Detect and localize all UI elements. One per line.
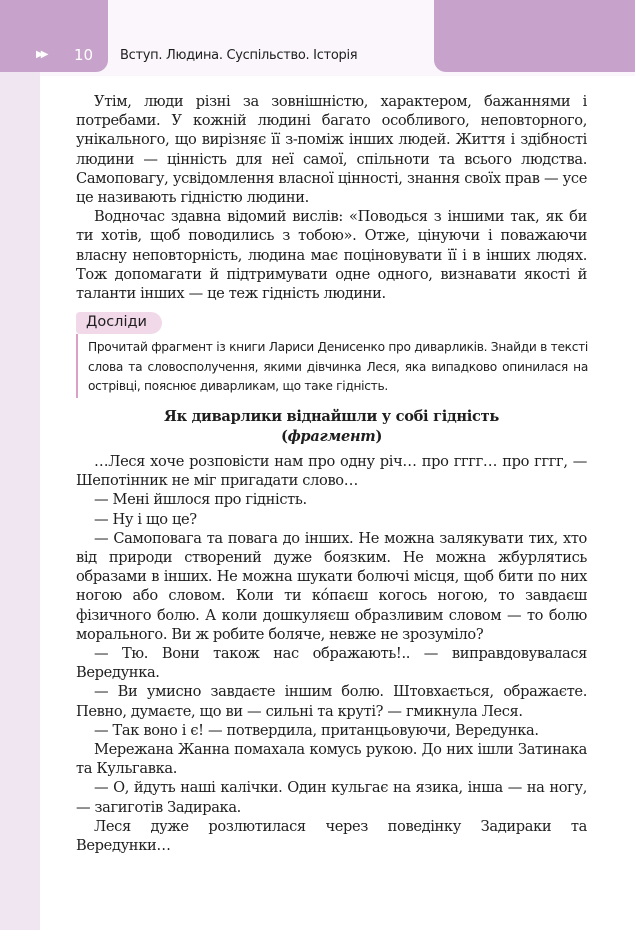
intro-paragraph: Утім, люди різні за зовнішністю, характером, бажаннями і потребами. У кожній людині багато особливого, неповторного, унікального, що вирізняє її з-поміж інших людей. Життя і здібності людини — цінність для неї самої, спільноти та всього людства. Самоповагу, усвідомлення власної цінності, знання своїх прав — усе це називають гідністю людини. (76, 93, 587, 207)
intro-text (76, 92, 587, 303)
story-paragraph: Леся дуже розлютилася через поведінку Задираки та Вередунки… (76, 817, 587, 855)
story-paragraph: — Тю. Вони також нас ображають!.. — виправдовувалася Вередунка. (76, 645, 587, 682)
section-title: Вступ. Людина. Суспільство. Історія (120, 48, 358, 63)
story-title-text: Як диварлики віднайшли у собі гідність (164, 408, 499, 425)
research-label-text: Досліди (86, 314, 147, 330)
story-paragraph: — Так воно і є! — потвердила, пританцьовуючи, Вередунка. (94, 721, 539, 739)
story-paragraph: …Леся хоче розповісти нам про одну річ… про гггг… про гггг, — Шепотінник не міг пригадати слово… (76, 453, 587, 490)
story-title (76, 407, 587, 447)
story-subtitle: (фрагмент) (280, 428, 383, 445)
story-paragraph: — Ви умисно завдаєте іншим болю. Штовхається, ображаєте. Певно, думаєте, що ви — сильні та круті? — гмикнула Леся. (76, 683, 587, 720)
left-margin-band (0, 0, 40, 930)
intro-paragraph: Водночас здавна відомий вислів: «Поводься з іншими так, як би ти хотів, щоб поводились з тобою». Отже, цінуючи і поважаючи власну неповторність, людина має поціновувати її і в інших людях. Тож допомагати й підтримувати одне одного, визнавати якості й таланти інших — це теж гідність людини. (76, 208, 587, 303)
research-divider (76, 334, 78, 398)
story-paragraph: — Ну і що це? (94, 510, 197, 528)
story-paragraph: — Самоповага та повага до інших. Не можна залякувати тих, хто від природи створений дуже боязким. Не можна жбурлятись образами в інших. Не можна шукати болючі місця, щоб бити по них ногою або словом. Коли ти кóпаєш когось ногою, то завдаєш фізичного болю. А коли дошкуляєш образливим словом — то болю морального. Ви ж робите боляче, невже не зрозуміло? (76, 529, 587, 643)
research-label (76, 312, 162, 334)
research-text: Прочитай фрагмент із книги Лариси Денисенко про диварликів. Знайди в тексті слова та словосполучення, якими дівчинка Леся, яка випадково опинилася на острівці, пояснює диварликам, що таке гідність. (88, 340, 588, 393)
page-number: 10 (74, 46, 94, 64)
story-text (76, 452, 587, 855)
header-corner-tab (434, 0, 635, 72)
story-subtitle-text: фрагмент (287, 428, 376, 445)
research-box (76, 312, 587, 398)
story-paragraph: Мережана Жанна помахала комусь рукою. До них ішли Затинака та Кульгавка. (76, 741, 587, 778)
arrows-icon: ▶▶ (36, 49, 46, 60)
story-paragraph: — Мені йшлося про гідність. (94, 491, 307, 509)
story-paragraph: — О, йдуть наші калічки. Один кульгає на язика, інша — на ногу, — загиготів Задирака. (76, 779, 587, 816)
